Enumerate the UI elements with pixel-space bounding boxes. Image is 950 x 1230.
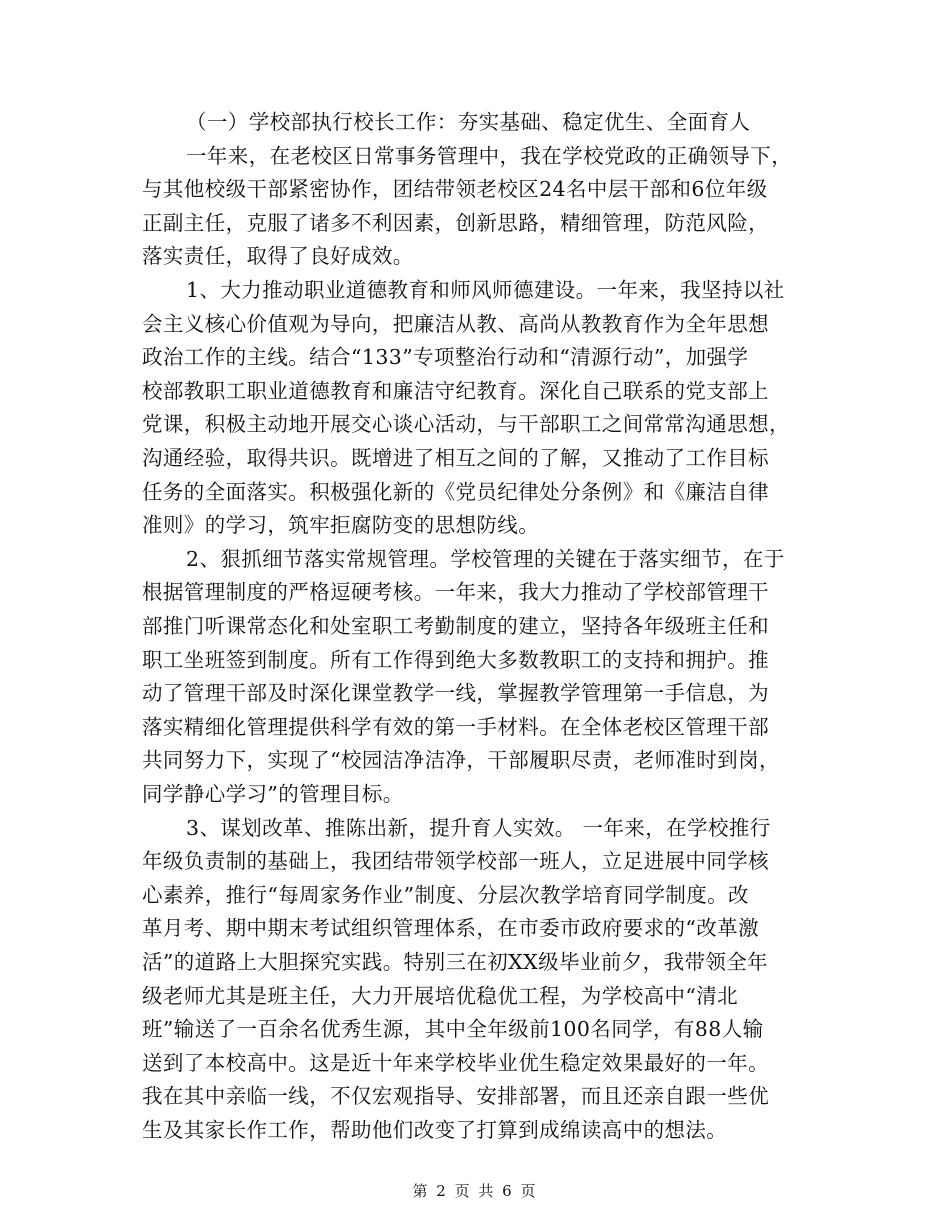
- text-line: 落实责任，取得了良好成效。: [142, 244, 414, 268]
- text-line: 根据管理制度的严格逗硬考核。一年来，我大力推动了学校部管理干: [142, 580, 769, 604]
- text-line: 班”输送了一百余名优秀生源，其中全年级前100名同学，有88人输: [142, 1017, 764, 1041]
- text-line: 心素养，推行“每周家务作业”制度、分层次教学培育同学制度。改: [142, 883, 749, 907]
- text-line: 沟通经验，取得共识。既增进了相互之间的了解，又推动了工作目标: [142, 446, 769, 470]
- text-line: 革月考、期中期末考试组织管理体系，在市委市政府要求的“改革激: [142, 916, 759, 940]
- text-line: 共同努力下，实现了“校园洁净洁净，干部履职尽责，老师准时到岗，: [142, 748, 780, 772]
- text-line: 部推门听课常态化和处室职工考勤制度的建立，坚持各年级班主任和: [142, 614, 769, 638]
- text-line: 校部教职工职业道德教育和廉洁守纪教育。深化自己联系的党支部上: [142, 379, 769, 403]
- text-line: 一年来，在老校区日常事务管理中，我在学校党政的正确领导下，: [186, 144, 793, 168]
- text-line: 级老师尤其是班主任，大力开展培优稳优工程，为学校高中“清北: [142, 984, 739, 1008]
- text-line: 活”的道路上大胆探究实践。特别三在初XX级毕业前夕，我带领全年: [142, 950, 769, 974]
- text-line: 党课，积极主动地开展交心谈心活动，与干部职工之间常常沟通思想，: [142, 412, 790, 436]
- text-line: 同学静心学习”的管理目标。: [142, 782, 404, 806]
- text-line: 生及其家长作工作，帮助他们改变了打算到成绵读高中的想法。: [142, 1118, 728, 1142]
- text-line: 任务的全面落实。积极强化新的《党员纪律处分条例》和《廉洁自律: [142, 480, 769, 504]
- text-line: 职工坐班签到制度。所有工作得到绝大多数教职工的支持和拥护。推: [142, 648, 769, 672]
- text-line: 动了管理干部及时深化课堂教学一线，掌握教学管理第一手信息，为: [142, 681, 769, 705]
- text-line: 2、狠抓细节落实常规管理。学校管理的关键在于落实细节，在于: [186, 547, 785, 571]
- text-line: 年级负责制的基础上，我团结带领学校部一班人，立足进展中同学核: [142, 849, 769, 873]
- text-line: 准则》的学习，筑牢拒腐防变的思想防线。: [142, 513, 540, 537]
- text-line: 会主义核心价值观为导向，把廉洁从教、高尚从教教育作为全年思想: [142, 312, 769, 336]
- section-heading: （一）学校部执行校长工作：夯实基础、稳定优生、全面育人: [186, 110, 751, 134]
- text-line: 送到了本校高中。这是近十年来学校毕业优生稳定效果最好的一年。: [142, 1051, 769, 1075]
- page-footer: 第 2 页 共 6 页: [412, 1182, 538, 1200]
- text-line: 正副主任，克服了诸多不利因素，创新思路，精细管理，防范风险，: [142, 211, 769, 235]
- text-line: 我在其中亲临一线，不仅宏观指导、安排部署，而且还亲自跟一些优: [142, 1084, 769, 1108]
- text-line: 政治工作的主线。结合“133”专项整治行动和“清源行动”，加强学: [142, 345, 749, 369]
- text-line: 与其他校级干部紧密协作，团结带领老校区24名中层干部和6位年级: [142, 177, 768, 201]
- text-line: 3、谋划改革、推陈出新，提升育人实效。 一年来，在学校推行: [186, 816, 771, 840]
- text-line: 1、大力推动职业道德教育和师风师德建设。一年来，我坚持以社: [186, 278, 785, 302]
- text-line: 落实精细化管理提供科学有效的第一手材料。在全体老校区管理干部: [142, 715, 769, 739]
